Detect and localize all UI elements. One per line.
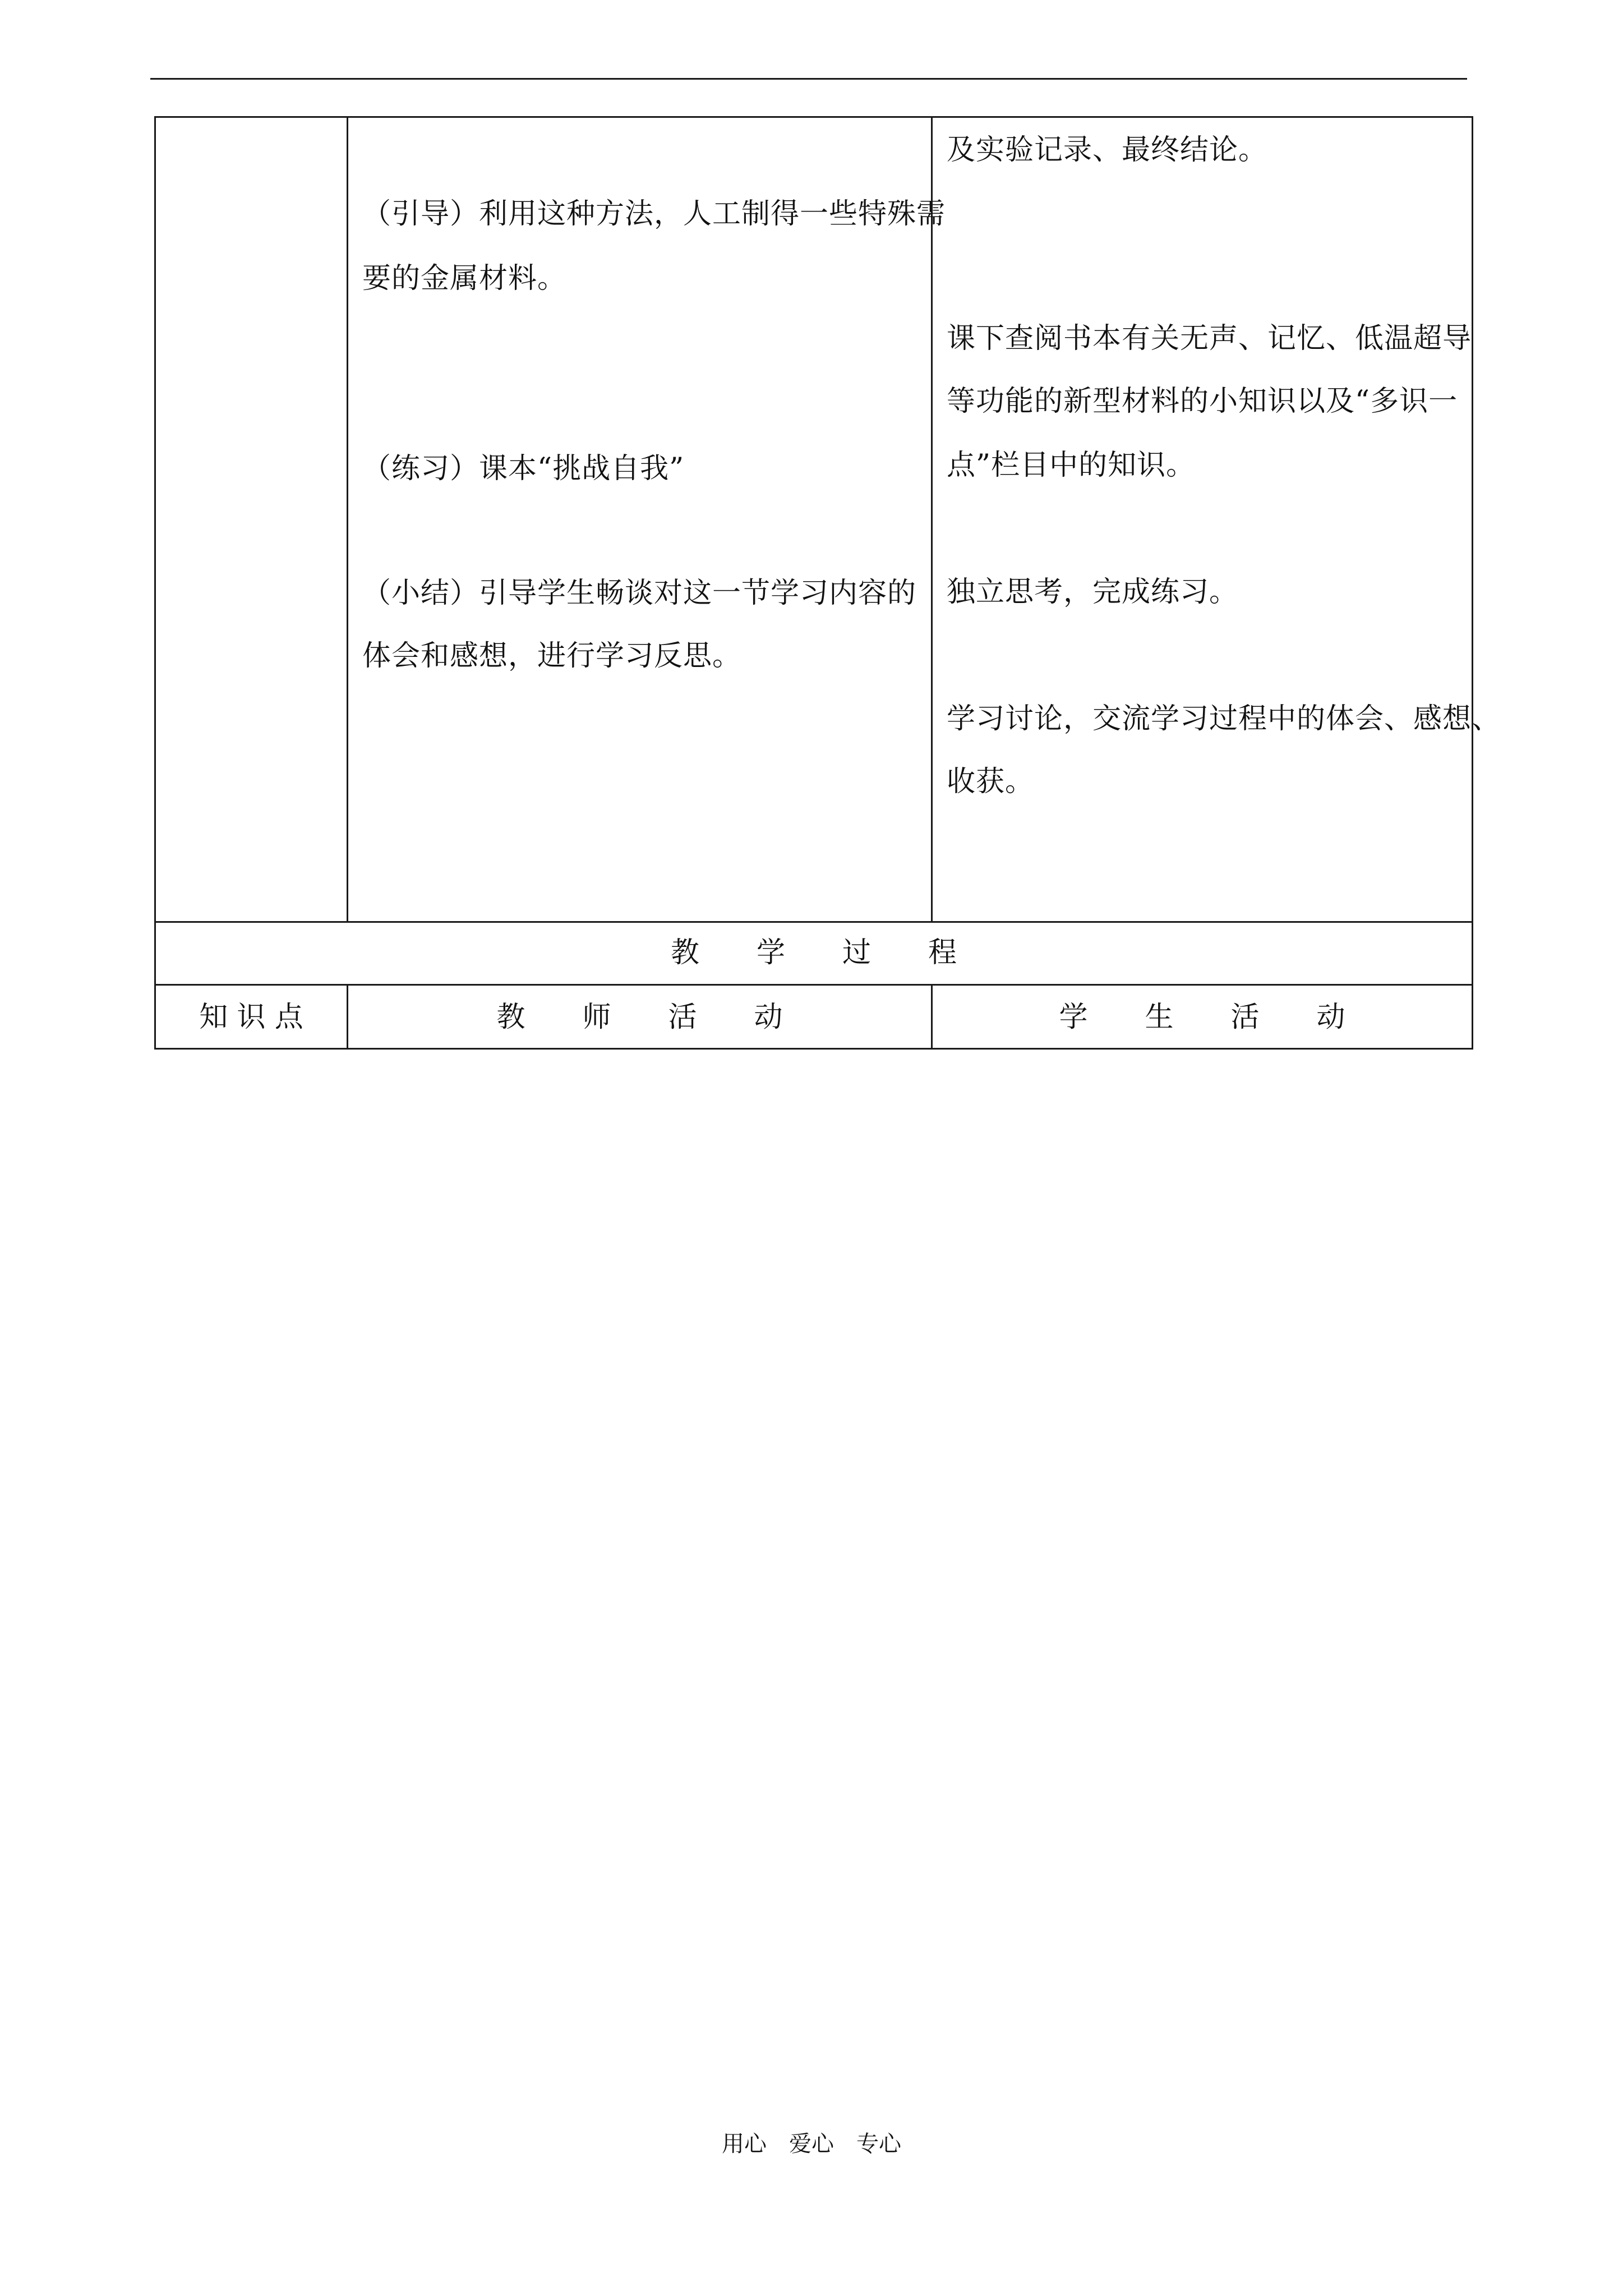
header-knowledge-point: 知 识 点 <box>199 1001 303 1034</box>
header-teacher-activity: 教 师 活 动 <box>496 1001 783 1034</box>
divider-row-1 <box>154 921 1473 923</box>
page-footer: 用心 爱心 专心 <box>722 2131 901 2157</box>
student-line-6: 学习讨论，交流学习过程中的体会、感想、 <box>947 702 1501 735</box>
student-line-3: 等功能的新型材料的小知识以及“多识一 <box>947 385 1458 418</box>
header-rule <box>150 78 1467 80</box>
header-student-activity: 学 生 活 动 <box>1059 1001 1345 1034</box>
teacher-line-4: （小结）引导学生畅谈对这一节学习内容的 <box>362 577 917 610</box>
student-line-5: 独立思考，完成练习。 <box>947 576 1239 609</box>
teacher-line-2: 要的金属材料。 <box>362 262 567 295</box>
divider-row-2 <box>154 984 1473 986</box>
student-line-2: 课下查阅书本有关无声、记忆、低温超导 <box>947 322 1472 355</box>
student-line-4: 点”栏目中的知识。 <box>947 449 1196 482</box>
teacher-line-1: （引导）利用这种方法，人工制得一些特殊需 <box>362 197 946 231</box>
student-line-7: 收获。 <box>947 765 1035 798</box>
teacher-line-5: 体会和感想，进行学习反思。 <box>362 639 742 673</box>
student-line-1: 及实验记录、最终结论。 <box>947 134 1268 167</box>
section-title: 教 学 过 程 <box>670 936 957 969</box>
divider-col-1 <box>347 116 348 1050</box>
teacher-line-3: （练习）课本“挑战自我” <box>362 452 685 485</box>
